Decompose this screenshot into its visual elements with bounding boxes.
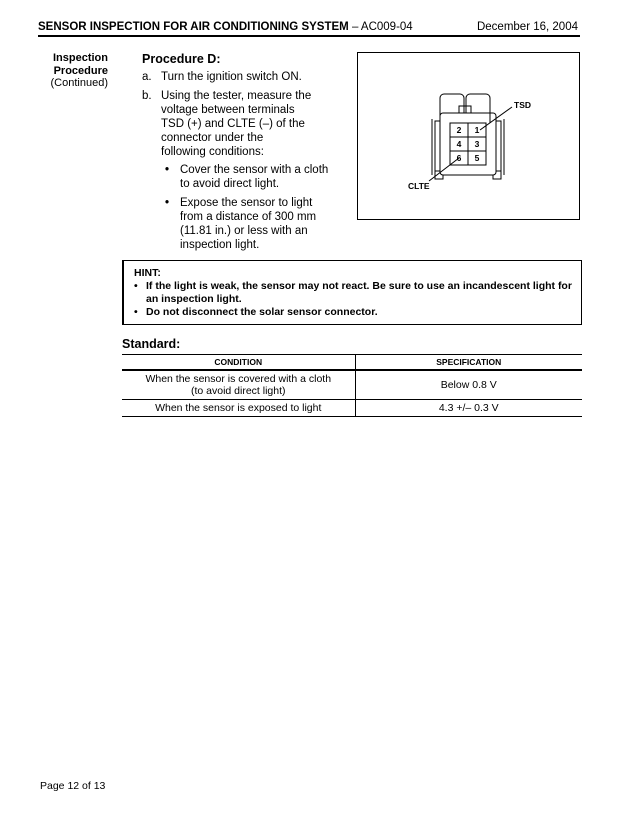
pin-label: 6 <box>456 153 462 163</box>
hint-item <box>134 306 581 319</box>
hint-item-text: If the light is weak, the sensor may not react. Be sure to use an incandescent light for an inspection light. <box>146 280 572 305</box>
hint-item <box>134 280 581 306</box>
header-separator: – <box>348 21 361 33</box>
bullet-text: Expose the sensor to light from a distance of 300 mm (11.81 in.) or less with an inspection light. <box>180 197 317 251</box>
hint-box <box>122 260 582 325</box>
hint-bullet-glyph: • <box>134 306 138 318</box>
specification-table <box>122 354 582 417</box>
clte-label: CLTE <box>408 181 430 191</box>
table-row <box>122 400 582 417</box>
bullet-glyph: • <box>165 164 170 176</box>
table-header-row <box>122 355 582 370</box>
column-header-specification: SPECIFICATION <box>355 355 582 370</box>
side-label-line2: Procedure <box>53 64 108 77</box>
pin-label: 4 <box>456 139 462 149</box>
column-header-condition: CONDITION <box>122 355 355 370</box>
hint-title: HINT: <box>134 267 161 279</box>
procedure-title: Procedure D: <box>142 52 221 66</box>
bullet-text: Cover the sensor with a cloth to avoid direct light. <box>180 164 329 190</box>
specification-cell: Below 0.8 V <box>355 370 582 400</box>
standard-title: Standard: <box>122 337 181 351</box>
header-title-line <box>38 21 413 33</box>
condition-cell: When the sensor is covered with a cloth (to avoid direct light) <box>122 370 355 400</box>
connector-diagram <box>358 53 581 221</box>
side-label-line3: (Continued) <box>50 77 108 89</box>
step-b-letter: b. <box>142 90 152 102</box>
step-a-text: Turn the ignition switch ON. <box>161 71 302 83</box>
pin-label: 3 <box>474 139 480 149</box>
page-number: Page 12 of 13 <box>40 780 106 792</box>
side-label-line1: Inspection <box>52 52 108 64</box>
tsd-label: TSD <box>514 100 531 110</box>
step-b-text: Using the tester, measure the voltage between terminals TSD (+) and CLTE (–) of the connector under the following conditions: <box>161 90 312 158</box>
hint-bullet-glyph: • <box>134 280 138 292</box>
pin-label: 2 <box>456 125 462 135</box>
header-date: December 16, 2004 <box>476 21 578 33</box>
header-doc-code: AC009-04 <box>360 21 413 33</box>
section-side-label <box>40 52 108 90</box>
table-row <box>122 370 582 400</box>
header-title: SENSOR INSPECTION FOR AIR CONDITIONING SYSTEM <box>38 21 349 33</box>
bullet-glyph: • <box>165 197 170 209</box>
connector-figure <box>357 52 580 220</box>
specification-cell: 4.3 +/– 0.3 V <box>355 400 582 417</box>
pin-label: 1 <box>474 125 480 135</box>
page-header <box>38 18 580 37</box>
step-a-letter: a. <box>142 71 152 83</box>
pin-label: 5 <box>474 153 480 163</box>
hint-item-text: Do not disconnect the solar sensor connector. <box>146 306 378 318</box>
condition-cell: When the sensor is exposed to light <box>122 400 355 417</box>
